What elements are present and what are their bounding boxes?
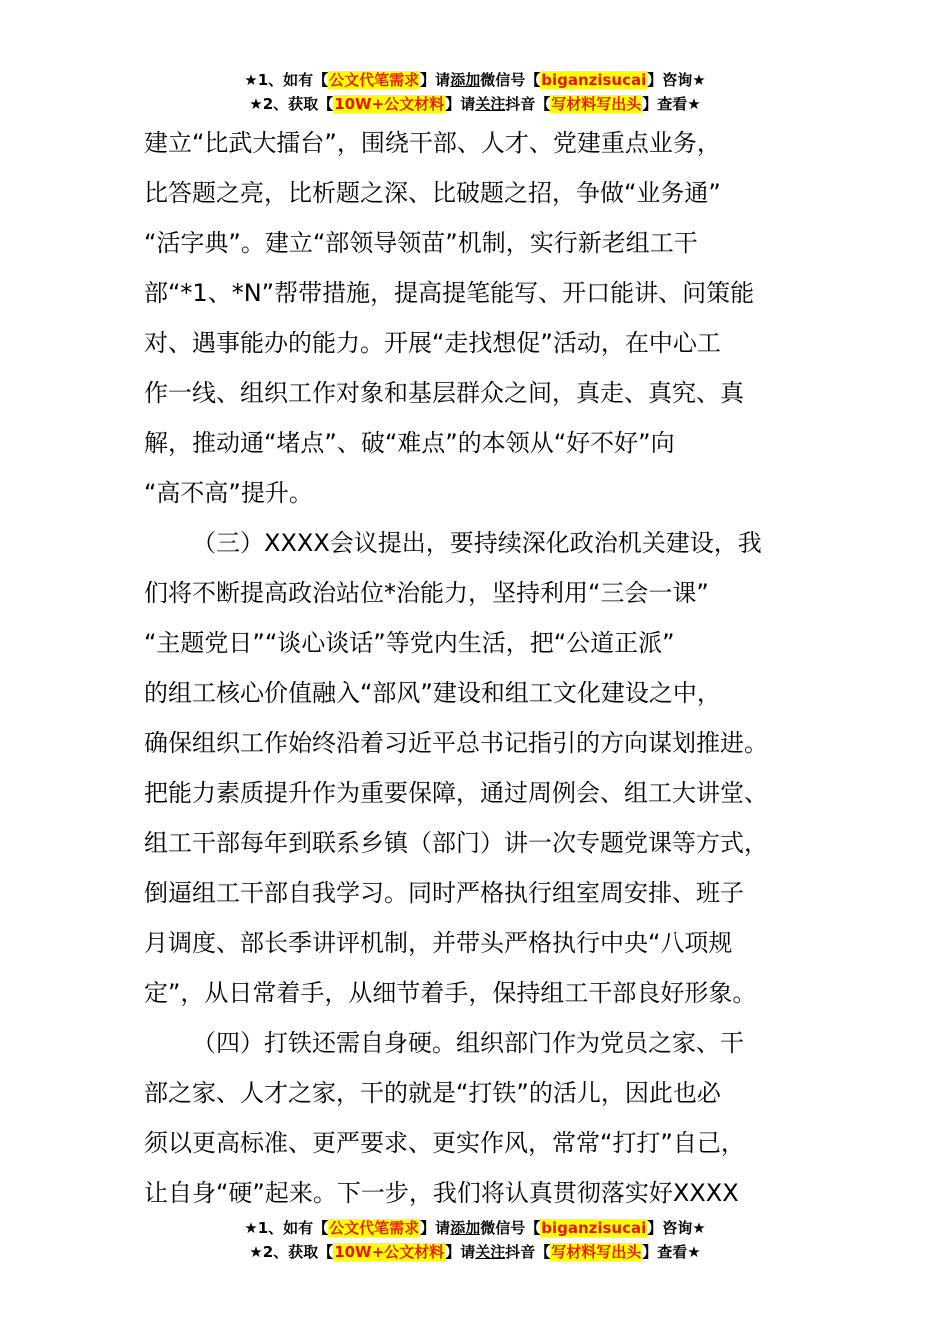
paragraph-three-start: （三）XXXX会议提出，要持续深化政治机关建设，我 — [192, 529, 762, 557]
header-banner — [0, 68, 950, 116]
banner-line-2 — [0, 1240, 950, 1264]
body-line: “主题党日”“谈心谈话”等党内生活，把“公道正派” — [144, 629, 675, 657]
banner-line-1 — [0, 68, 950, 92]
paragraph-four-start: （四）打铁还需自身硬。组织部门作为党员之家、干 — [192, 1029, 744, 1057]
banner-highlight: 10W+公文材料 — [334, 95, 445, 113]
document-body — [144, 118, 824, 1218]
body-line: 部“*1、*N”帮带措施，提高提笔能写、开口能讲、问策能 — [144, 279, 755, 307]
banner-text: 】请 — [445, 1243, 476, 1261]
banner-text: 抖音【 — [505, 1243, 551, 1261]
banner-highlight: 公文代笔需求 — [329, 1219, 420, 1237]
body-line: 的组工核心价值融入“部风”建设和组工文化建设之中， — [144, 679, 721, 707]
banner-highlight: 写材料写出头 — [551, 1243, 642, 1261]
body-line: 让自身“硬”起来。下一步，我们将认真贯彻落实好XXXX — [144, 1179, 739, 1207]
banner-text: 】咨询★ — [647, 71, 706, 89]
body-line: 比答题之亮，比析题之深、比破题之招，争做“业务通” — [144, 179, 721, 207]
banner-text: ★1、如有【 — [244, 1219, 329, 1237]
body-line: 对、遇事能办的能力。开展“走找想促”活动，在中心工 — [144, 329, 721, 357]
banner-underlined: 添加 — [450, 71, 481, 89]
banner-text: 】咨询★ — [647, 1219, 706, 1237]
body-line: 确保组织工作始终沿着习近平总书记指引的方向谋划推进。 — [144, 729, 768, 757]
banner-text: ★2、获取【 — [249, 1243, 334, 1261]
body-line: 建立“比武大擂台”，围绕干部、人才、党建重点业务， — [144, 129, 721, 157]
body-line: 解，推动通“堵点”、破“难点”的本领从“好不好”向 — [144, 429, 675, 457]
banner-highlight: 10W+公文材料 — [334, 1243, 445, 1261]
body-line: 定”，从日常着手，从细节着手，保持组工干部良好形象。 — [144, 979, 757, 1007]
body-line: “高不高”提升。 — [144, 479, 313, 507]
banner-underlined: 添加 — [450, 1219, 481, 1237]
banner-underlined: 关注 — [475, 1243, 506, 1261]
banner-text: 微信号【 — [480, 71, 541, 89]
banner-highlight: biganzisucai — [541, 71, 647, 89]
banner-line-2 — [0, 92, 950, 116]
banner-text: 微信号【 — [480, 1219, 541, 1237]
footer-banner — [0, 1216, 950, 1264]
body-line: 作一线、组织工作对象和基层群众之间，真走、真究、真 — [144, 379, 744, 407]
banner-text: 】请 — [445, 95, 476, 113]
banner-text: ★2、获取【 — [249, 95, 334, 113]
banner-highlight: 公文代笔需求 — [329, 71, 420, 89]
banner-text: 抖音【 — [505, 95, 551, 113]
banner-text: 】请 — [420, 1219, 451, 1237]
banner-line-1 — [0, 1216, 950, 1240]
banner-underlined: 关注 — [475, 95, 506, 113]
body-line: 们将不断提高政治站位*治能力，坚持利用“三会一课” — [144, 579, 709, 607]
body-line: “活字典”。建立“部领导领苗”机制，实行新老组工干 — [144, 229, 698, 257]
banner-text: 】查看★ — [642, 1243, 701, 1261]
banner-text: 】请 — [420, 71, 451, 89]
body-line: 组工干部每年到联系乡镇（部门）讲一次专题党课等方式， — [144, 829, 768, 857]
body-line: 须以更高标准、更严要求、更实作风，常常“打打”自己， — [144, 1129, 745, 1157]
body-line: 倒逼组工干部自我学习。同时严格执行组室周安排、班子 — [144, 879, 744, 907]
banner-highlight: 写材料写出头 — [551, 95, 642, 113]
banner-text: 】查看★ — [642, 95, 701, 113]
body-line: 部之家、人才之家，干的就是“打铁”的活儿，因此也必 — [144, 1079, 721, 1107]
body-line: 把能力素质提升作为重要保障，通过周例会、组工大讲堂、 — [144, 779, 768, 807]
banner-text: ★1、如有【 — [244, 71, 329, 89]
banner-highlight: biganzisucai — [541, 1219, 647, 1237]
body-line: 月调度、部长季讲评机制，并带头严格执行中央“八项规 — [144, 929, 733, 957]
